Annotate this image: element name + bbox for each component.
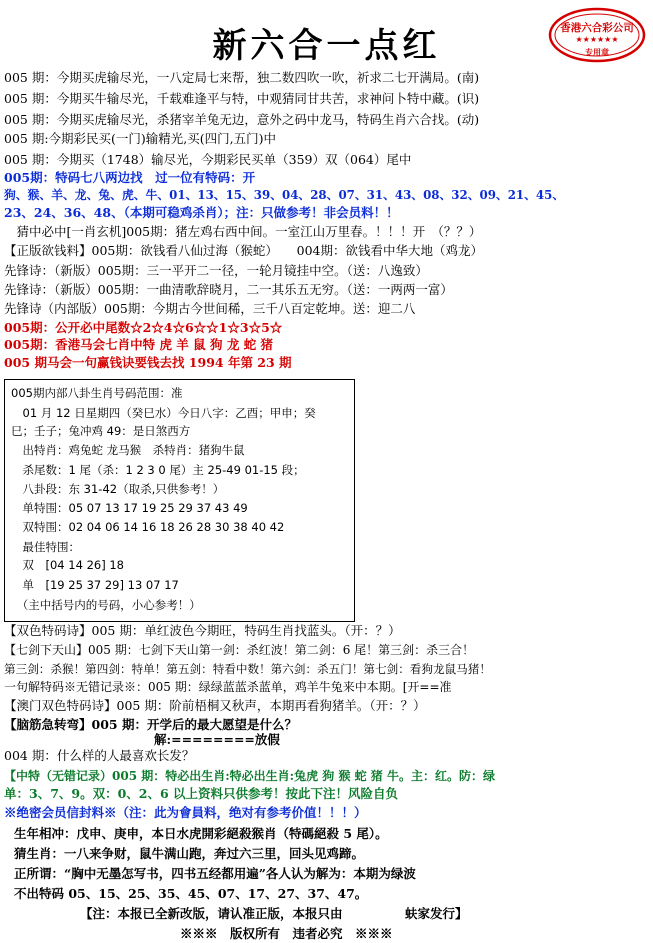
text-line: 先锋诗：（新版）005期：一曲清歌辞晓月，二一其乐五无穷。（送：一两两一富） bbox=[4, 282, 453, 297]
text-line: 【澳门双色特码诗】005 期：阶前梧桐又秋声，本期再看狗猪羊。（开：？） bbox=[4, 698, 426, 713]
bagua-info-box bbox=[4, 379, 355, 622]
text-line: 先锋诗（内部版）005期：今期古今世间稀，三千八百定乾坤。送：迎二八 bbox=[4, 301, 416, 316]
box-line: 巳；壬子；兔冲鸡 49：是日煞西方 bbox=[11, 424, 191, 438]
box-line: 双特围：02 04 06 14 16 18 26 28 30 38 40 42 bbox=[11, 520, 285, 534]
text-line: 一句解特码※无错记录※：005 期：绿绿蓝蓝杀蓝单，鸡羊牛兔来中本期。[开==准 bbox=[4, 680, 452, 694]
red-line: 005 期马会一句赢钱诀要钱去找 1994 年第 23 期 bbox=[4, 355, 292, 370]
svg-text:香港六合彩公司: 香港六合彩公司 bbox=[560, 22, 634, 34]
text-line: 【正版欲钱料】005期：欲钱看八仙过海（猴蛇） 004期：欲钱看中华大地（鸡龙） bbox=[4, 243, 483, 258]
vip-line: 正所谓：“胸中无墨怎写书，四书五经都用遍”各人认为解为：本期为绿波 bbox=[14, 866, 416, 881]
box-line: 八卦段：东 31-42（取杀,只供参考！） bbox=[11, 482, 225, 496]
blue-line: 狗、猴、羊、龙、兔、虎、牛、01、13、15、39、04、28、07、31、43、08、32、09、21、45、 bbox=[4, 188, 565, 202]
svg-text:★★★★★★: ★★★★★★ bbox=[575, 35, 619, 44]
text-line: 先锋诗：（新版）005期：三一平开二一径，一轮月镜挂中空。（送：八逸致） bbox=[4, 263, 428, 278]
blue-line: 23、24、36、48、（本期可稳鸡杀肖）；注：只做参考！非会员料！！ bbox=[4, 205, 399, 220]
svg-text:专用章: 专用章 bbox=[585, 48, 609, 57]
text-line: 解:========放假 bbox=[4, 732, 280, 747]
vip-line: 生年相冲：戊申、庚申，本日水虎開彩絕殺猴肖（特碼絕殺 5 尾）。 bbox=[14, 826, 388, 841]
text-line: 005 期：今期买（1748）输尽光，今期彩民买单（359）双（064）尾中 bbox=[4, 152, 412, 167]
page-title: 新六合一点红 bbox=[212, 26, 441, 66]
text-line: 005 期:今期彩民买(一门)输精光,买(四门,五门)中 bbox=[4, 131, 276, 146]
text-line: 005 期：今期买虎输尽光，杀猪宰羊兔无边，意外之码中龙马，特码生肖六合找。(动) bbox=[4, 112, 480, 127]
vip-line: 猜生肖：一八来争财，鼠牛满山跑，奔过六三里，回头见鸡蹄。 bbox=[14, 846, 365, 861]
text-line: 005 期：今期买牛输尽光，千载难逢平与特，中观猜同甘共苦，求神问卜特中藏。(识) bbox=[4, 91, 480, 106]
blue-line: 005期：特码七八两边找 过一位有特码：开 bbox=[4, 170, 256, 185]
box-line: 杀尾数：1 尾（杀：1 2 3 0 尾）主 25-49 01-15 段； bbox=[11, 463, 305, 477]
box-line: 双 [04 14 26] 18 bbox=[11, 558, 124, 572]
text-line: 【七剑下天山】005 期：七剑下天山第一剑：杀红波！第二剑：6 尾！第三剑：杀三合！ bbox=[4, 643, 475, 657]
box-line: 005期内部八卦生肖号码范围：准 bbox=[11, 386, 183, 400]
box-line: 单特围：05 07 13 17 19 25 29 37 43 49 bbox=[11, 501, 248, 515]
red-line: 005期：香港马会七肖中特 虎 羊 鼠 狗 龙 蛇 猪 bbox=[4, 337, 274, 352]
green-line: 单：3、7、9。双：0、2、6 以上资料只供参考！按此下注！风险自负 bbox=[4, 786, 399, 801]
seal-stamp bbox=[547, 6, 647, 64]
vip-heading: ※绝密会员信封料※（注：此为會員料，绝对有参考价值！！！） bbox=[4, 805, 367, 820]
box-line: 01 月 12 日星期四（癸巳水）今日八字：乙酉；甲申；癸 bbox=[11, 406, 316, 420]
text-line: 【双色特码诗】005 期：单红波色今期旺，特码生肖找蓝头。（开：？） bbox=[4, 623, 401, 638]
box-line: 单 [19 25 37 29] 13 07 17 bbox=[11, 578, 179, 592]
text-line: 004 期：什么样的人最喜欢长发？ bbox=[4, 748, 195, 763]
box-line: 出特肖：鸡兔蛇 龙马猴 杀特肖：猪狗牛鼠 bbox=[11, 443, 245, 457]
footer-note: 【注：本报已全新改版，请认准正版，本报只由 蚨家发行】 bbox=[80, 906, 468, 921]
text-line: 第三剑：杀猴！第四剑：特单！第五剑：特看中数！第六剑：杀五门！第七剑：看狗龙鼠马猪！ bbox=[4, 662, 491, 676]
green-line: 【中特（无错记录）005 期：特必出生肖:特必出生肖:兔虎 狗 猴 蛇 猪 牛。主：红。防：绿 bbox=[4, 769, 495, 783]
text-line: 005 期：今期买虎输尽光，一八定局七来帮，独二数四吹一吹，祈求二七开满局。(南) bbox=[4, 70, 480, 85]
red-line: 005期：公开必中尾数☆2☆4☆6☆☆1☆3☆5☆ bbox=[4, 320, 283, 335]
box-line: 最佳特围： bbox=[11, 540, 80, 554]
box-line: （主中括号内的号码，小心参考！） bbox=[11, 598, 201, 612]
text-line: 猜中必中[一肖玄机]005期：猪左鸡右西中间。一室江山万里春。！！！开 （？？） bbox=[4, 224, 482, 239]
footer-copyright: ※※※ 版权所有 违者必究 ※※※ bbox=[180, 926, 393, 941]
vip-line: 不出特码 05、15、25、35、45、07、17、27、37、47。 bbox=[14, 886, 368, 901]
text-line: 【脑筋急转弯】005 期：开学后的最大愿望是什么？ bbox=[4, 717, 297, 732]
